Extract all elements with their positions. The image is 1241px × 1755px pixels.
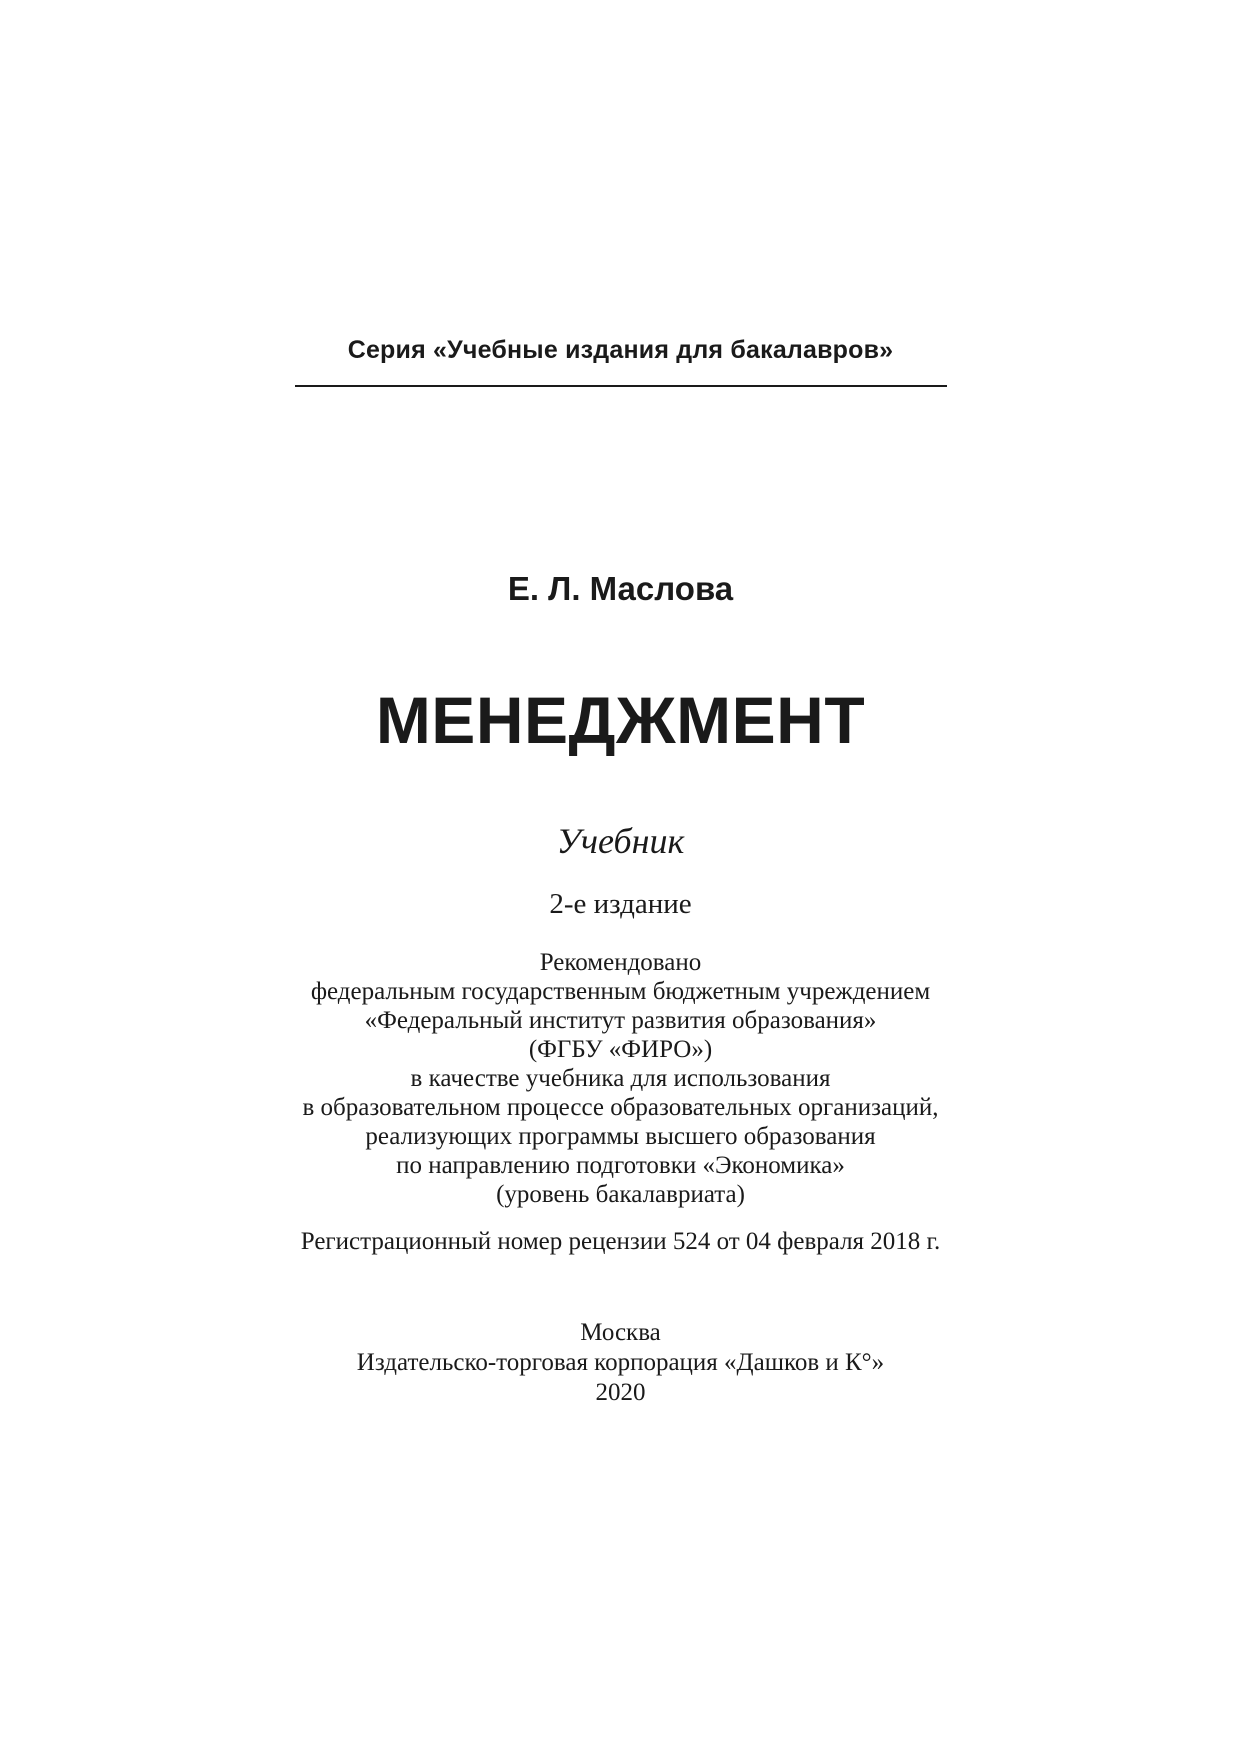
imprint-city: Москва [580, 1319, 661, 1346]
edition-label: 2-е издание [549, 888, 692, 920]
series-header: Серия «Учебные издания для бакалавров» [347, 336, 894, 364]
recommendation-line: Рекомендовано [539, 949, 702, 976]
imprint-block [0, 1318, 1241, 1408]
imprint-publisher: Издательско-торговая корпорация «Дашков и К°» [356, 1349, 885, 1376]
recommendation-line: (ФГБУ «ФИРО») [528, 1036, 713, 1063]
imprint-year: 2020 [595, 1379, 646, 1406]
author-name: Е. Л. Маслова [507, 570, 734, 607]
recommendation-line: «Федеральный институт развития образования» [364, 1007, 877, 1034]
recommendation-block [0, 948, 1241, 1209]
recommendation-line: в качестве учебника для использования [410, 1065, 831, 1092]
recommendation-line: (уровень бакалавриата) [496, 1181, 745, 1208]
series-divider-rule [295, 385, 947, 387]
recommendation-line: федеральным государственным бюджетным учреждением [310, 978, 931, 1005]
registration-number-line: Регистрационный номер рецензии 524 от 04 февраля 2018 г. [300, 1228, 941, 1255]
recommendation-line: по направлению подготовки «Экономика» [396, 1152, 845, 1179]
book-title: МЕНЕДЖМЕНТ [375, 683, 866, 757]
book-subtitle: Учебник [556, 821, 685, 861]
recommendation-line: в образовательном процессе образовательных организаций, [302, 1094, 939, 1121]
recommendation-line: реализующих программы высшего образования [365, 1123, 876, 1150]
